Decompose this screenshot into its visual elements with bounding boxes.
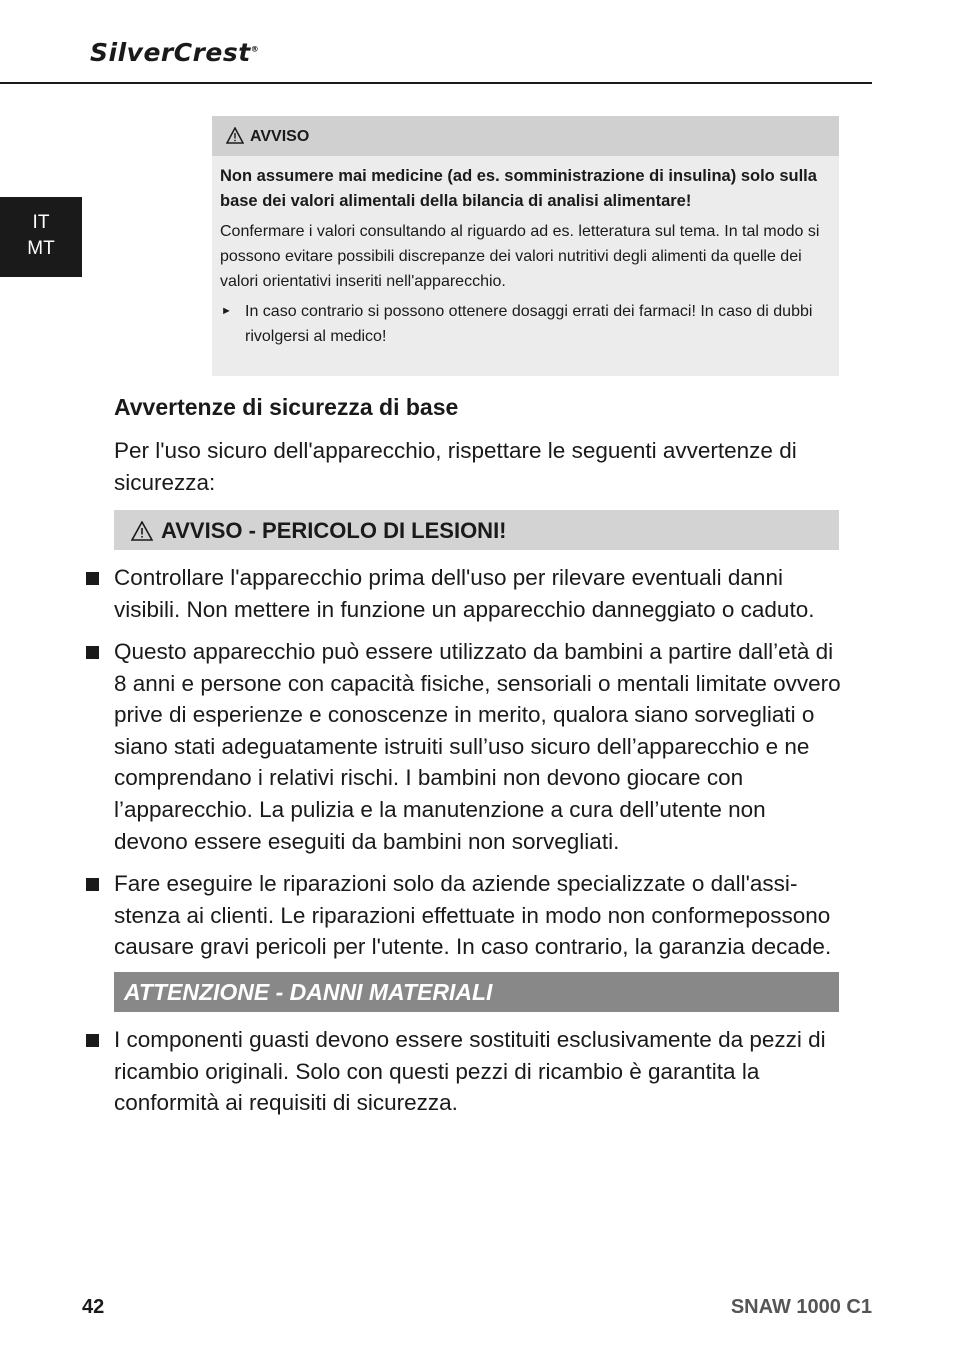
list-item-text: I componenti guasti devono essere sostituiti esclusivamente da pezzi di ricambio originali. Solo con questi pezzi di ricambio è garantita la conformità ai requisiti di sicurezza. <box>114 1027 826 1116</box>
warning-box-bold-text: Non assumere mai medicine (ad es. somministrazione di insulina) solo sulla base dei valori alimentali della bilancia di analisi alimentare! <box>220 167 817 210</box>
brand-logo <box>90 38 259 67</box>
language-tab <box>0 197 82 277</box>
list-item <box>114 636 844 857</box>
material-heading: ATTENZIONE - DANNI MATERIALI <box>124 979 493 1005</box>
language-tab-line2: MT <box>27 238 55 259</box>
warning-box-text: Confermare i valori consultando al riguardo ad es. letteratura sul tema. In tal modo si possono evitare possibili discrepanze dei valori nutritivi degli alimenti da quelle dei valori orientativi inseriti nell'apparecchio. <box>220 223 820 290</box>
danger-heading: AVVISO - PERICOLO DI LESIONI! <box>161 518 507 543</box>
warning-box-title: AVVISO <box>250 128 310 145</box>
square-bullet-icon <box>86 572 99 585</box>
list-item-text: Questo apparecchio può essere utilizzato da bambini a partire dall’età di 8 anni e persone con capacità fisiche, sensoriali o mentali limitate ovvero prive di esperienze e conoscenze in merito, qualora siano sorvegliati o siano stati adeguatamente istruiti sull’uso sicuro dell’apparecchio e ne comprendano i relativi rischi. I bambini non devono giocare con l’apparecchio. La pulizia e la manutenzione a cura dell’utente non devono essere eseguiti da bambini non sorvegliati. <box>114 639 841 854</box>
list-item-text: Controllare l'apparecchio prima dell'uso per rilevare eventuali danni visibili. Non mettere in funzione un apparecchio danneggiato o caduto. <box>114 565 815 622</box>
list-item <box>114 562 844 625</box>
warning-box-arrow-text: In caso contrario si possono ottenere dosaggi errati dei farmaci! In caso di dubbi rivolgersi al medico! <box>245 303 813 345</box>
language-tab-line1: IT <box>32 212 50 233</box>
page-number: 42 <box>82 1296 105 1318</box>
warning-box-header <box>212 116 839 156</box>
section-title: Avvertenze di sicurezza di base <box>114 394 459 420</box>
section-intro: Per l'uso sicuro dell'apparecchio, rispettare le seguenti avvertenze di sicurezza: <box>114 438 797 495</box>
square-bullet-icon <box>86 878 99 891</box>
square-bullet-icon <box>86 1034 99 1047</box>
material-heading-bar <box>114 972 839 1012</box>
warning-box <box>212 116 839 376</box>
right-arrow-icon: ► <box>221 305 232 317</box>
list-item-text: Fare eseguire le riparazioni solo da aziende specializzate o dall'assistenza ai clienti. Le riparazioni effettuate in modo non conformepossono causare gravi pericoli per l'utente. In caso contrario, la garanzia decade. <box>114 871 832 960</box>
registered-mark: ® <box>250 44 260 54</box>
model-number: SNAW 1000 C1 <box>730 1296 872 1318</box>
header-rule <box>0 82 872 84</box>
warning-box-arrow-item <box>212 294 839 349</box>
square-bullet-icon <box>86 646 99 659</box>
list-item <box>114 1024 844 1119</box>
danger-heading-bar <box>114 510 839 550</box>
warning-triangle-icon <box>131 521 153 541</box>
warning-triangle-icon <box>226 127 244 144</box>
brand-name: SilverCrest <box>90 38 251 67</box>
list-item <box>114 868 844 963</box>
